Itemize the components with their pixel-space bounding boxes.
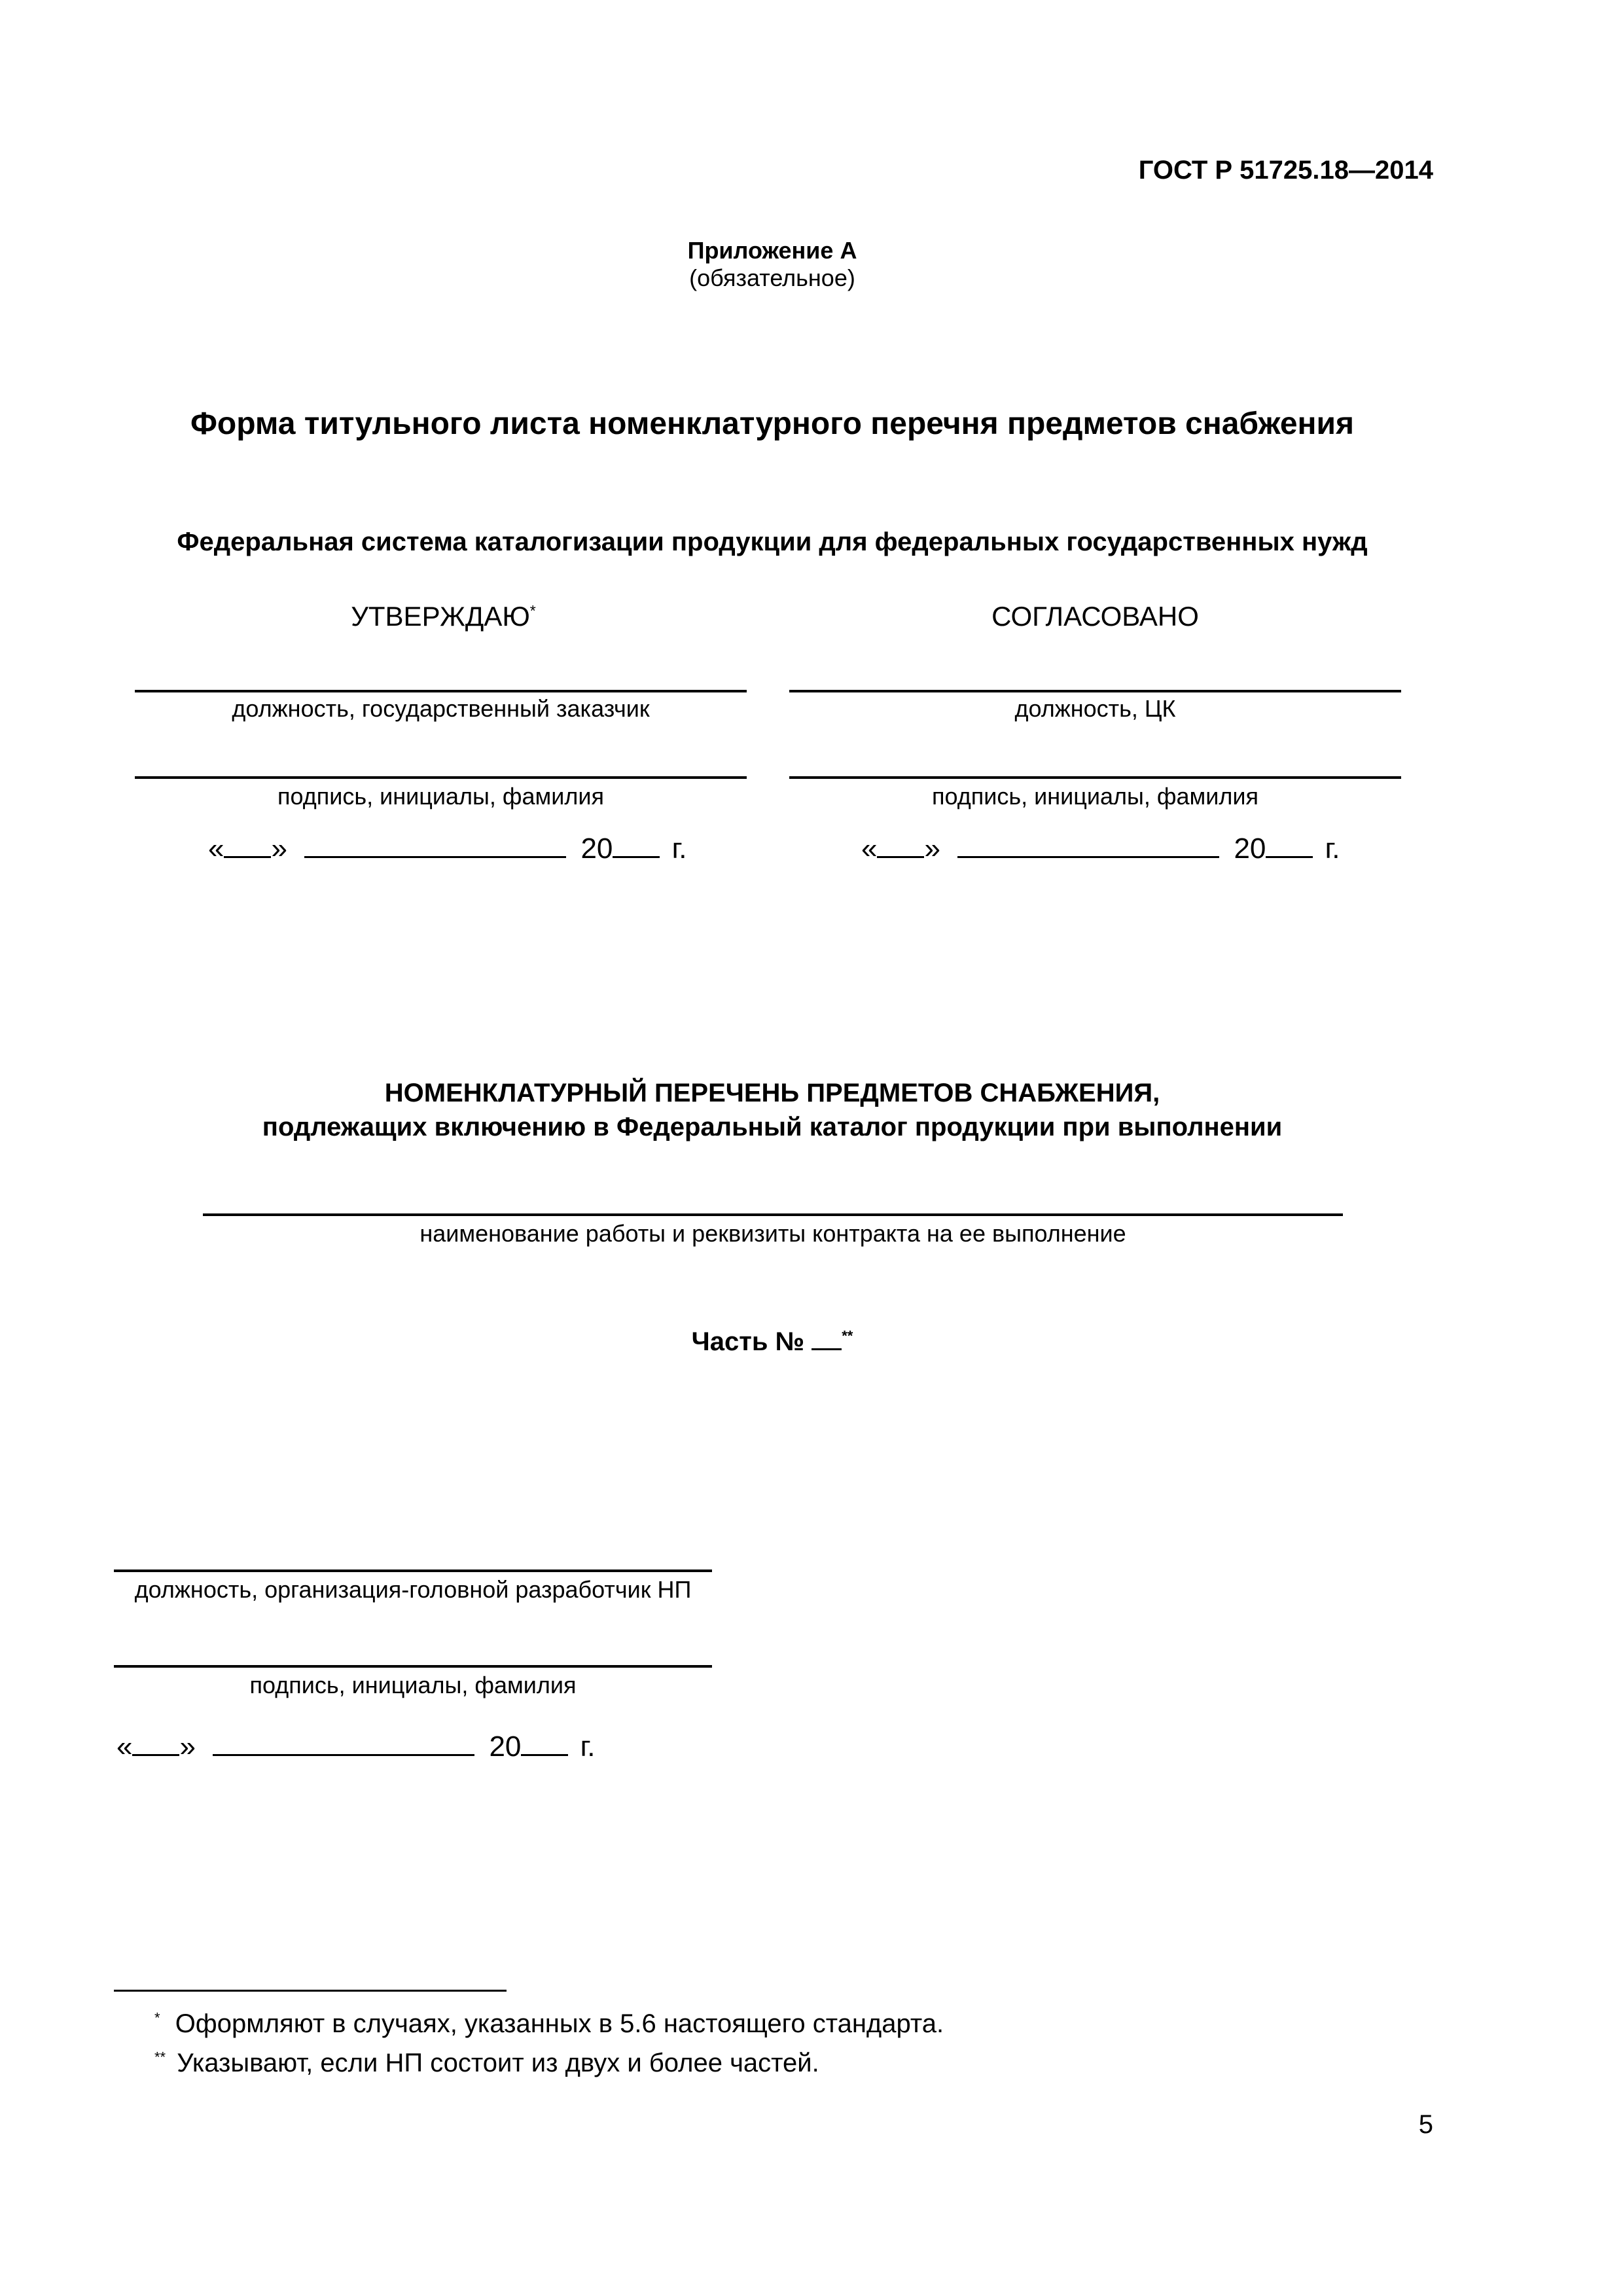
footnote-separator: [114, 1990, 507, 1992]
footnote-2-text: Указывают, если НП состоит из двух и более частей.: [177, 2049, 819, 2077]
approve-signature-line[interactable]: [135, 776, 747, 779]
agree-position-line[interactable]: [789, 690, 1401, 692]
year-prefix: 20: [1234, 833, 1266, 865]
form-title: Форма титульного листа номенклатурного перечня предметов снабжения: [190, 406, 1355, 441]
year-field[interactable]: [613, 831, 660, 858]
date-close-quote: »: [179, 1731, 196, 1763]
agree-signature-line[interactable]: [789, 776, 1401, 779]
footnote-2-mark: **: [154, 2049, 166, 2066]
footnote-1-mark: *: [154, 2009, 160, 2026]
month-field[interactable]: [304, 831, 566, 858]
approve-signature-caption: подпись, инициалы, фамилия: [277, 783, 604, 810]
approve-heading: [137, 601, 749, 632]
work-name-line[interactable]: [203, 1213, 1343, 1216]
part-label: Часть №: [691, 1327, 805, 1356]
month-field[interactable]: [213, 1729, 474, 1756]
agree-position-caption: должность, ЦК: [1014, 695, 1176, 722]
developer-date-row: [116, 1729, 596, 1763]
appendix-title: Приложение А: [687, 237, 857, 264]
document-title-line1: НОМЕНКЛАТУРНЫЙ ПЕРЕЧЕНЬ ПРЕДМЕТОВ СНАБЖЕНИЯ,: [384, 1079, 1160, 1107]
agree-signature-caption: подпись, инициалы, фамилия: [932, 783, 1258, 810]
developer-signature-line[interactable]: [114, 1665, 712, 1668]
developer-position-line[interactable]: [114, 1570, 712, 1572]
page-number: 5: [1418, 2110, 1433, 2139]
document-title-line2: подлежащих включению в Федеральный каталог продукции при выполнении: [262, 1113, 1283, 1141]
date-open-quote: «: [208, 833, 224, 865]
date-open-quote: «: [861, 833, 878, 865]
system-title: Федеральная система каталогизации продукции для федеральных государственных нужд: [177, 528, 1368, 556]
date-close-quote: »: [924, 833, 940, 865]
year-suffix: г.: [580, 1731, 596, 1763]
approve-date-row: [208, 831, 687, 865]
year-prefix: 20: [489, 1731, 522, 1763]
day-field[interactable]: [877, 831, 924, 858]
approve-heading-text: УТВЕРЖДАЮ: [351, 601, 530, 632]
developer-signature-caption: подпись, инициалы, фамилия: [249, 1672, 577, 1698]
part-number: [0, 1326, 1544, 1357]
footnote-1: [154, 2009, 944, 2039]
approve-position-line[interactable]: [135, 690, 747, 692]
appendix-status: (обязательное): [689, 264, 855, 291]
month-field[interactable]: [957, 831, 1219, 858]
part-number-field[interactable]: [812, 1326, 842, 1350]
year-suffix: г.: [1325, 833, 1340, 865]
day-field[interactable]: [224, 831, 271, 858]
approve-position-caption: должность, государственный заказчик: [232, 695, 650, 722]
date-close-quote: »: [271, 833, 287, 865]
date-open-quote: «: [116, 1731, 133, 1763]
year-prefix: 20: [580, 833, 613, 865]
agree-heading: СОГЛАСОВАНО: [991, 601, 1199, 632]
year-field[interactable]: [521, 1729, 568, 1756]
part-footnote-mark: **: [842, 1327, 853, 1344]
footnote-2: [154, 2049, 819, 2078]
agree-date-row: [861, 831, 1340, 865]
approve-footnote-mark: *: [529, 602, 536, 619]
work-caption: наименование работы и реквизиты контракта на ее выполнение: [419, 1220, 1126, 1247]
developer-position-caption: должность, организация-головной разработчик НП: [134, 1576, 692, 1603]
footnote-1-text: Оформляют в случаях, указанных в 5.6 настоящего стандарта.: [175, 2009, 944, 2038]
year-suffix: г.: [671, 833, 687, 865]
year-field[interactable]: [1266, 831, 1313, 858]
standard-id: ГОСТ Р 51725.18—2014: [1138, 156, 1433, 185]
day-field[interactable]: [132, 1729, 179, 1756]
